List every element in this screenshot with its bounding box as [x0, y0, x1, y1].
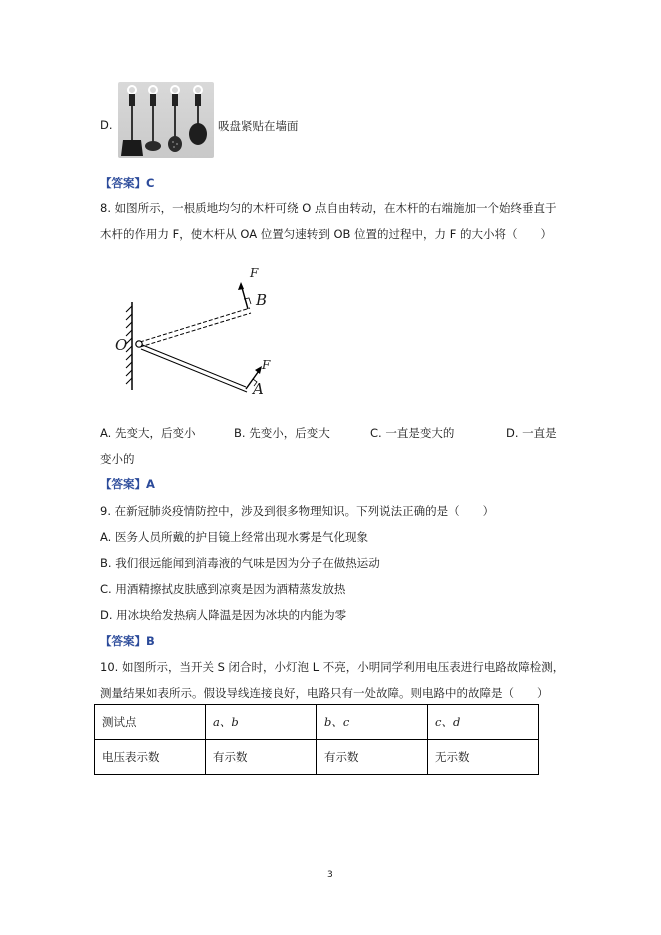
- table-header-row: [95, 705, 539, 740]
- q8-stem-line2: 木杆的作用力 F，使木杆从 OA 位置匀速转到 OB 位置的过程中，力 F 的大小将（ ）: [100, 227, 552, 241]
- voltmeter-table: [94, 704, 539, 775]
- q9-stem: 9. 在新冠肺炎疫情防控中，涉及到很多物理知识。下列说法正确的是（ ）: [100, 504, 495, 518]
- option-d-text: 吸盘紧贴在墙面: [218, 119, 299, 133]
- q9-option-c: C. 用酒精擦拭皮肤感到凉爽是因为酒精蒸发放热: [100, 582, 346, 596]
- table-cell: b、c: [317, 705, 428, 740]
- table-cell: 有示数: [317, 740, 428, 775]
- q9-option-b: B. 我们很远能闻到消毒液的气味是因为分子在做热运动: [100, 556, 380, 570]
- answer-q9: 【答案】B: [100, 634, 155, 648]
- table-cell: c、d: [428, 705, 539, 740]
- q8-option-d-cont: 变小的: [100, 452, 135, 466]
- table-cell: 无示数: [428, 740, 539, 775]
- option-d-letter: D.: [100, 118, 113, 132]
- table-cell: 有示数: [206, 740, 317, 775]
- q8-option-c: C. 一直是变大的: [370, 426, 455, 440]
- q10-stem-line2: 测量结果如表所示。假设导线连接良好，电路只有一处故障。则电路中的故障是（ ）: [100, 686, 549, 700]
- label-b: B: [256, 291, 268, 309]
- q8-option-d: D. 一直是: [506, 426, 557, 440]
- utensils-photo: [118, 82, 214, 158]
- label-o: O: [115, 336, 128, 354]
- page-number: 3: [327, 870, 333, 880]
- table-cell: 电压表示数: [95, 740, 206, 775]
- table-cell: a、b: [206, 705, 317, 740]
- hanging-utensils-image: [118, 82, 214, 158]
- label-force-a: F: [262, 358, 271, 372]
- q10-stem-line1: 10. 如图所示，当开关 S 闭合时，小灯泡 L 不亮，小明同学利用电压表进行电路故障检测，: [100, 660, 565, 674]
- q8-stem-line1: 8. 如图所示，一根质地均匀的木杆可绕 O 点自由转动，在木杆的右端施加一个始终垂直于: [100, 201, 557, 215]
- q8-option-a: A. 先变大，后变小: [100, 426, 196, 440]
- table-cell: 测试点: [95, 705, 206, 740]
- q9-option-a: A. 医务人员所戴的护目镜上经常出现水雾是气化现象: [100, 530, 368, 544]
- answer-q8: 【答案】A: [100, 477, 155, 491]
- label-force-b: F: [250, 266, 259, 280]
- q8-option-b: B. 先变小，后变大: [234, 426, 330, 440]
- table-row: [95, 740, 539, 775]
- q9-option-d: D. 用冰块给发热病人降温是因为冰块的内能为零: [100, 608, 347, 622]
- answer-q7: 【答案】C: [100, 176, 155, 190]
- label-a: A: [253, 380, 264, 398]
